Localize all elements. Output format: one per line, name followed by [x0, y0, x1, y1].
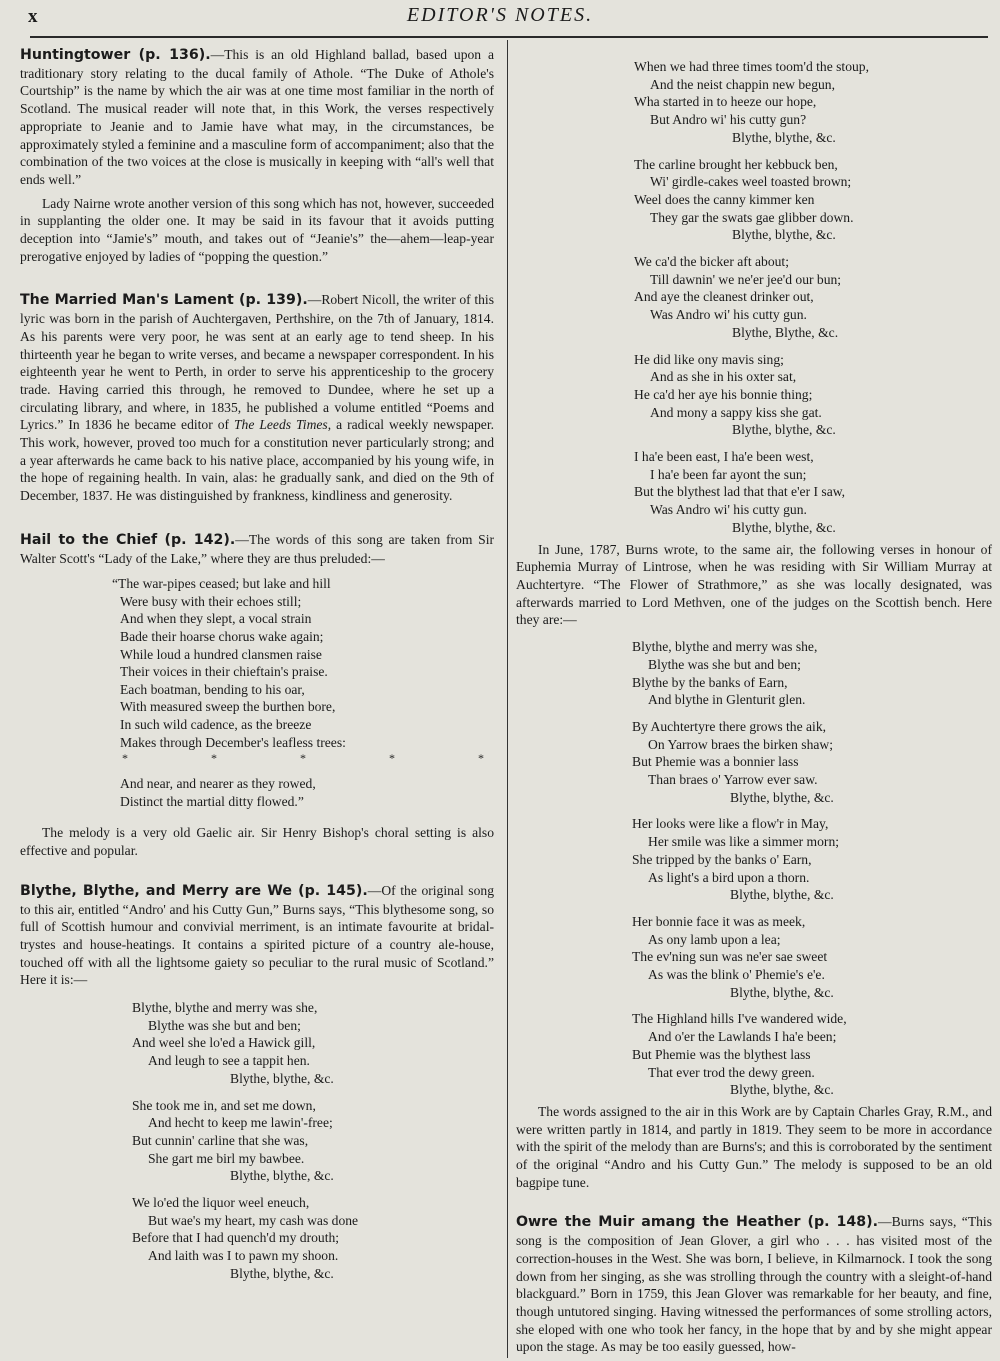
- verse-line: He ca'd her aye his bonnie thing;: [634, 386, 813, 402]
- verse-line: But cunnin' carline that she was,: [132, 1132, 309, 1148]
- stanza: [634, 156, 992, 245]
- verse-line: Than braes o' Yarrow ever saw.: [648, 772, 818, 788]
- verse-line: Wha started in to heeze our hope,: [634, 94, 817, 110]
- paragraph-text: —Of the original song to this air, entitled “Andro' and his Cutty Gun,” Burns says, “This blythesome song, so full of Scottish humour and convivial merriment, is an intimate favourite at bridal-trystes and house-heatings. It contains a spirited picture of a country ale-house, touched off with all the lightsome gaiety so peculiar to the rural music of Scotland.” Here it is:—: [20, 882, 494, 988]
- section-heading: Huntingtower (p. 136).: [20, 47, 211, 63]
- verse-line: Blythe, blythe and merry was she,: [132, 1000, 318, 1016]
- section-heading: Blythe, Blythe, and Merry are We (p. 145).: [20, 882, 368, 899]
- verse-line: Were busy with their echoes still;: [120, 593, 302, 609]
- chorus-line: Blythe, blythe, &c.: [230, 1265, 334, 1281]
- verse-line: She gart me birl my bawbee.: [148, 1150, 305, 1166]
- chorus-line: Blythe, blythe, &c.: [230, 1070, 334, 1086]
- chorus-line: Blythe, blythe, &c.: [230, 1168, 334, 1184]
- verse-line: We lo'ed the liquor weel eneuch,: [132, 1195, 310, 1211]
- verse-line: And mony a sappy kiss she gat.: [650, 404, 822, 420]
- verse-line: The carline brought her kebbuck ben,: [634, 156, 838, 172]
- verse-line: They gar the swats gae glibber down.: [650, 209, 854, 225]
- verse-line: Wi' girdle-cakes weel toasted brown;: [650, 174, 852, 190]
- chorus-line: Blythe, blythe, &c.: [732, 519, 836, 535]
- verse-line: Makes through December's leafless trees:: [120, 734, 346, 750]
- verse-line: Before that I had quench'd my drouth;: [132, 1230, 340, 1246]
- paragraph: [20, 531, 494, 567]
- verse-line: And leugh to see a tappit hen.: [148, 1053, 310, 1069]
- stanza: [632, 638, 992, 709]
- verse-line: Blythe, blythe and merry was she,: [632, 639, 818, 655]
- verse-line: And the neist chappin new begun,: [650, 76, 835, 92]
- verse-line: “The war-pipes ceased; but lake and hill: [112, 576, 331, 592]
- italic-title: The Leeds Times: [233, 417, 328, 433]
- section-huntingtower: [20, 46, 494, 265]
- verse-line: By Auchtertyre there grows the aik,: [632, 718, 827, 734]
- verse-line: But wae's my heart, my cash was done: [148, 1212, 359, 1228]
- chorus-line: Blythe, Blythe, &c.: [732, 324, 839, 340]
- chorus-line: Blythe, blythe, &c.: [730, 789, 834, 805]
- stanza: [132, 1194, 494, 1283]
- stanza: [632, 913, 992, 1002]
- left-column: [20, 46, 524, 1307]
- asterisk-ellipsis: * * * * *: [122, 751, 524, 766]
- paragraph: The words assigned to the air in this Work are by Captain Charles Gray, R.M., and were written partly in 1814, and partly in 1819. They seem to be more in accordance with the spirit of the melody than are Burns's; and this is corroborated by the sentiment of the original “Andro and his Cutty Gun.” The melody is supposed to be an old bagpipe tune.: [516, 1103, 992, 1190]
- verse-line: While loud a hundred clansmen raise: [120, 646, 322, 662]
- verse-line: Till dawnin' we ne'er jee'd our bun;: [650, 271, 842, 287]
- verse-line: Her looks were like a flow'r in May,: [632, 816, 829, 832]
- stanza: [132, 1097, 494, 1186]
- page-number: x: [28, 6, 38, 27]
- chorus-line: Blythe, blythe, &c.: [730, 887, 834, 903]
- stanza: [634, 448, 992, 537]
- verse-line: And weel she lo'ed a Hawick gill,: [132, 1035, 316, 1051]
- verse-line: But Phemie was the blythest lass: [632, 1046, 811, 1062]
- song-verse: [632, 638, 992, 1099]
- right-column: [516, 58, 992, 1356]
- section-hail-to-the-chief: [20, 531, 524, 860]
- verse-line: And as she in his oxter sat,: [650, 369, 797, 385]
- verse-line: Her bonnie face it was as meek,: [632, 913, 806, 929]
- song-verse: [132, 999, 494, 1283]
- running-title: EDITOR'S NOTES.: [406, 4, 594, 26]
- verse-line: And hecht to keep me lawin'-free;: [148, 1115, 333, 1131]
- stanza: [634, 351, 992, 440]
- verse-line: She took me in, and set me down,: [132, 1097, 316, 1113]
- column-divider: [507, 40, 508, 1358]
- paragraph: Lady Nairne wrote another version of this song which has not, however, succeeded in supplanting the older one. It may be said in its favour that it avoids putting deception into “Jamie's” mouth, and takes out of “Jeanie's” the—ahem—leap-year prerogative enjoyed by ladies of “popping the question.”: [20, 195, 494, 264]
- paragraph: In June, 1787, Burns wrote, to the same air, the following verses in honour of Euphemia Murray of Lintrose, when he was residing with Sir William Murray at Auchtertyre. “The Flower of Strathmore,” as she was locally designated, was afterwards married to Lord Methven, one of the judges on the Scottish bench. Here they are:—: [516, 541, 992, 628]
- section-heading: The Married Man's Lament (p. 139).: [20, 292, 308, 309]
- paragraph-text: , a radical weekly newspaper. This work, however, proved too much for a constitution never particularly strong; and a year afterwards he came back to his native place, accompanied by his young wife, in the hope of regaining health. In vain, alas: he gradually sank, and died on the 9th of December, 1837. He was distinguished by frankness, kindliness and generosity.: [20, 417, 494, 504]
- verse-line: Blythe was she but and ben;: [148, 1017, 301, 1033]
- paragraph: [20, 291, 494, 504]
- verse-line: We ca'd the bicker aft about;: [634, 254, 789, 270]
- section-heading: Hail to the Chief (p. 142).: [20, 531, 236, 548]
- chorus-line: Blythe, blythe, &c.: [732, 227, 836, 243]
- verse-line: Blythe by the banks of Earn,: [632, 674, 788, 690]
- paragraph-text: —The words of this song are taken from Sir Walter Scott's “Lady of the Lake,” where they are thus preluded:—: [20, 531, 495, 566]
- verse-line: And aye the cleanest drinker out,: [634, 289, 814, 305]
- stanza: [632, 815, 992, 904]
- stanza: [634, 253, 992, 342]
- verse-line: But the blythest lad that that e'er I saw,: [634, 484, 846, 500]
- verse-line: He did like ony mavis sing;: [634, 351, 784, 367]
- stanza: [634, 58, 992, 147]
- verse-line: And when they slept, a vocal strain: [120, 611, 312, 627]
- stanza: [632, 1010, 992, 1099]
- verse-line: In such wild cadence, as the breeze: [120, 717, 312, 733]
- chorus-line: Blythe, blythe, &c.: [730, 1082, 834, 1098]
- verse-line: On Yarrow braes the birken shaw;: [648, 736, 833, 752]
- verse-line: But Phemie was a bonnier lass: [632, 754, 799, 770]
- verse-line: As light's a bird upon a thorn.: [648, 869, 810, 885]
- section-heading: Owre the Muir amang the Heather (p. 148).: [516, 1214, 879, 1231]
- verse-line: And laith was I to pawn my shoon.: [148, 1248, 339, 1264]
- verse-line: That ever trod the dewy green.: [648, 1064, 815, 1080]
- section-married-mans-lament: [20, 291, 494, 504]
- verse-line: Was Andro wi' his cutty gun.: [650, 502, 807, 518]
- verse-line: The Highland hills I've wandered wide,: [632, 1011, 847, 1027]
- stanza: [132, 999, 494, 1088]
- stanza: [632, 718, 992, 807]
- verse-line: But Andro wi' his cutty gun?: [650, 112, 807, 128]
- paragraph: The melody is a very old Gaelic air. Sir Henry Bishop's choral setting is also effective and popular.: [20, 825, 494, 859]
- verse-line: When we had three times toom'd the stoup,: [634, 59, 869, 74]
- paragraph: [20, 46, 494, 189]
- paragraph-text: —This is an old Highland ballad, based upon a traditionary story relating to the ducal family of Athole. “The Duke of Athole's Courtship” is the name by which the air was at one time most familiar in the north of Scotland. The musical reader will note that, in this Work, the verses respectively appropriate to Jeanie and to Jamie have what may, in the circumstances, be approximately styled a feminine and a masculine form of accompaniment; also that the combination of the two voices at the close is musically in keeping with “all's well that ends well.”: [20, 47, 494, 187]
- quoted-verse: [112, 575, 524, 810]
- verse-line: And near, and nearer as they rowed,: [120, 776, 316, 792]
- verse-line: And blythe in Glenturit glen.: [648, 692, 806, 708]
- paragraph: [516, 1213, 992, 1356]
- verse-line: Her smile was like a simmer morn;: [648, 834, 840, 850]
- top-rule: [30, 36, 988, 38]
- paragraph-text: —Burns says, “This song is the composition of Jean Glover, a girl who . . . has visited most of the correction-houses in the West. She was born, I believe, in Kilmarnock. I took the song down from her singing, as she was strolling through the country with a sleight-of-hand blackguard.” Born in 1759, this Jean Glover was remarkable for her beauty, and fine, though untutored singing. Having witnessed the performances of some strolling actors, she eloped with one who took her fancy, in the hope that by and by she might appear upon the stage. As may be too easily guessed, how-: [516, 1214, 992, 1355]
- verse-line: As was the blink o' Phemie's e'e.: [648, 967, 825, 983]
- verse-line: I ha'e been far ayont the sun;: [650, 466, 807, 482]
- verse-line: Was Andro wi' his cutty gun.: [650, 307, 807, 323]
- verse-line: Weel does the canny kimmer ken: [634, 191, 815, 207]
- verse-line: Their voices in their chieftain's praise.: [120, 664, 328, 680]
- song-verse: [634, 58, 992, 537]
- verse-line: Distinct the martial ditty flowed.”: [120, 793, 304, 809]
- section-blythe-blythe: [20, 882, 494, 1283]
- verse-line: She tripped by the banks o' Earn,: [632, 851, 812, 867]
- verse-line: The ev'ning sun was ne'er sae sweet: [632, 949, 828, 965]
- chorus-line: Blythe, blythe, &c.: [730, 984, 834, 1000]
- verse-line: And o'er the Lawlands I ha'e been;: [648, 1029, 837, 1045]
- verse-line: Each boatman, bending to his oar,: [120, 681, 305, 697]
- paragraph: [20, 882, 494, 989]
- chorus-line: Blythe, blythe, &c.: [732, 422, 836, 438]
- chorus-line: Blythe, blythe, &c.: [732, 129, 836, 145]
- verse-line: As ony lamb upon a lea;: [648, 931, 781, 947]
- verse-line: Bade their hoarse chorus wake again;: [120, 629, 324, 645]
- verse-line: Blythe was she but and ben;: [648, 656, 801, 672]
- verse-line: With measured sweep the burthen bore,: [120, 699, 336, 715]
- paragraph-text: —Robert Nicoll, the writer of this lyric was born in the parish of Auchtergaven, Perthshire, on the 7th of January, 1814. As his parents were very poor, he was sent at an early age to tend sheep. In his thirteenth year he began to write verses, and became a newspaper correspondent. In his eighteenth year he went to Perth, in order to serve his apprenticeship to the grocery trade. Having carried this through, he removed to Dundee, where he set up a circulating library, and where, in 1835, he published a volume entitled “Poems and Lyrics.” In 1836 he became editor of: [20, 292, 494, 433]
- verse-line: I ha'e been east, I ha'e been west,: [634, 449, 814, 465]
